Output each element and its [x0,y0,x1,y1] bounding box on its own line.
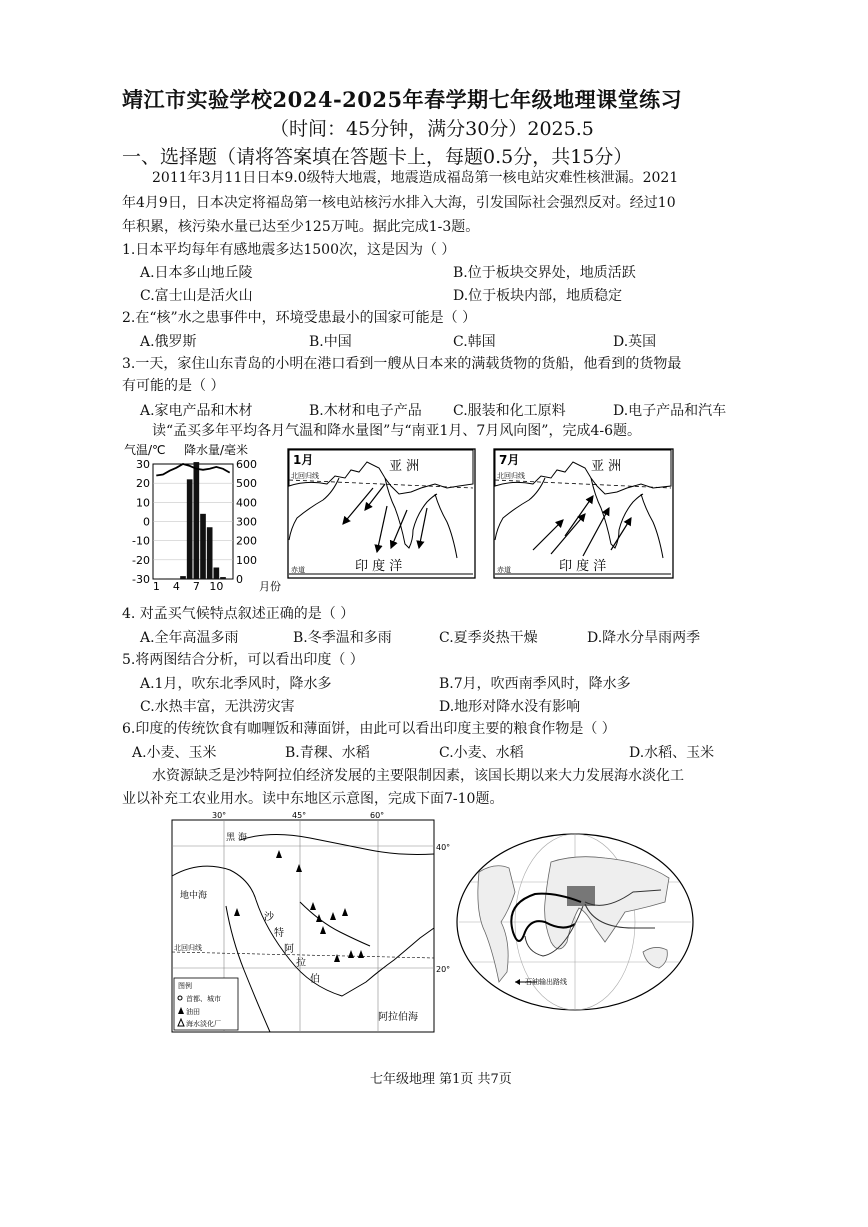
jul-asia-label: 亚 洲 [591,459,622,474]
precip-bar-7 [194,462,200,579]
passage1-line2: 年4月9日，日本决定将福岛第一核电站核污水排入大海，引发国际社会强烈反对。经过10 [122,195,676,211]
saudi-char3: 阿 [284,944,294,955]
section-heading: 一、选择题（请将答案填在答题卡上，每题0.5分，共15分） [122,146,633,168]
temp-tick-label: -10 [132,534,150,548]
temp-tick-label: 20 [136,477,150,491]
q4-option-d[interactable]: D.降水分旱雨两季 [587,630,701,646]
temp-tick-label: 0 [143,515,150,529]
saudi-char4: 拉 [296,958,306,969]
q5-stem: 5.将两图结合分析，可以看出印度（ ） [122,652,364,668]
legend-desalination: 海水淡化厂 [186,1020,221,1028]
mediterranean-label: 地中海 [180,891,208,901]
q1-option-c[interactable]: C.富士山是活火山 [140,288,253,304]
passage3-line1: 水资源缺乏是沙特阿拉伯经济发展的主要限制因素，该国长期以来大力发展海水淡化工 [152,768,684,784]
legend-title: 图例 [178,982,192,990]
q2-option-b[interactable]: B.中国 [309,334,352,350]
q6-option-c[interactable]: C.小麦、水稻 [439,745,524,761]
jul-tropic-label: 北回归线 [497,472,525,480]
precip-bar-11 [220,577,226,579]
q5-option-b[interactable]: B.7月，吹西南季风时，降水多 [439,676,631,692]
precip-axis-label: 降水量/毫米 [184,443,249,457]
arabian-sea-label: 阿拉伯海 [378,1012,418,1023]
q5-option-d[interactable]: D.地形对降水没有影响 [439,699,581,715]
q3-option-b[interactable]: B.木材和电子产品 [309,403,422,419]
jan-tropic-label: 北回归线 [291,472,319,480]
precip-bar-10 [214,568,220,580]
passage1-line1: 2011年3月11日日本9.0级特大地震，地震造成福岛第一核电站灾难性核泄漏。2021 [152,170,679,186]
jan-month-label: 1月 [293,453,314,467]
lat20-label: 20° [436,965,451,974]
jul-ocean-label: 印 度 洋 [559,559,607,574]
legend-oilfield: 油田 [186,1008,200,1016]
q2-stem: 2.在“核”水之患事件中，环境受患最小的国家可能是（ ） [122,310,477,326]
q6-stem: 6.印度的传统饮食有咖喱饭和薄面饼，由此可以看出印度主要的粮食作物是（ ） [122,721,616,737]
q2-option-c[interactable]: C.韩国 [453,334,496,350]
precip-bar-5 [180,576,186,579]
q3-stem-line1: 3.一天，家住山东青岛的小明在港口看到一艘从日本来的满载货物的货船，他看到的货物最 [122,356,682,372]
q1-stem: 1.日本平均每年有感地震多达1500次，这是因为（ ） [122,242,456,258]
precip-bar-8 [200,514,206,579]
middle-east-map [170,810,451,1038]
q1-option-b[interactable]: B.位于板块交界处，地质活跃 [453,265,636,281]
me-tropic-label: 北回归线 [174,944,202,952]
temp-tick-label: -20 [132,553,150,567]
precip-tick-label: 400 [236,496,257,510]
q1-option-d[interactable]: D.位于板块内部，地质稳定 [453,288,623,304]
month-tick-label: 10 [209,580,224,593]
q4-stem: 4. 对孟买气候特点叙述正确的是（ ） [122,606,355,622]
precip-tick-label: 500 [236,477,257,491]
q4-option-a[interactable]: A.全年高温多雨 [140,630,239,646]
exam-subtitle: （时间：45分钟，满分30分）2025.5 [270,118,594,140]
precip-tick-label: 200 [236,534,257,548]
saudi-char5: 伯 [310,974,320,985]
precip-tick-label: 600 [236,458,257,471]
jan-equator-label: 赤道 [291,566,305,574]
q6-option-b[interactable]: B.青稞、水稻 [285,745,370,761]
jan-ocean-label: 印 度 洋 [355,559,403,574]
passage2-line1: 读“孟买多年平均各月气温和降水量图”与“南亚1月、7月风向图”，完成4-6题。 [152,423,641,439]
q3-stem-line2: 有可能的是（ ） [122,378,225,394]
exam-title: 靖江市实验学校2024-2025年春学期七年级地理课堂练习 [122,87,683,112]
q2-option-d[interactable]: D.英国 [613,334,657,350]
saudi-char1: 沙 [264,912,274,923]
middle-east-highlight [567,886,595,906]
jan-asia-label: 亚 洲 [389,459,420,474]
precip-tick-label: 0 [236,573,243,586]
q5-option-c[interactable]: C.水热丰富，无洪涝灾害 [140,699,295,715]
q3-option-c[interactable]: C.服装和化工原料 [453,403,566,419]
temp-tick-label: -30 [132,573,150,586]
climate-chart [122,440,282,593]
black-sea-label: 黑 海 [226,833,247,843]
q6-option-a[interactable]: A.小麦、玉米 [132,745,217,761]
q3-option-d[interactable]: D.电子产品和汽车 [613,403,727,419]
lon30-label: 30° [212,811,227,820]
jul-month-label: 7月 [499,453,520,467]
precip-bar-9 [207,527,213,579]
temp-tick-label: 10 [136,496,150,510]
q1-option-a[interactable]: A.日本多山地丘陵 [140,265,253,281]
lon45-label: 45° [292,811,307,820]
q4-option-c[interactable]: C.夏季炎热干燥 [439,630,538,646]
precip-tick-label: 100 [236,553,257,567]
south-asia-july-map [493,448,675,580]
passage1-line3: 年积累，核污染水量已达至少125万吨。据此完成1-3题。 [122,219,480,235]
legend-city: 首都、城市 [186,995,221,1003]
month-tick-label: 7 [192,580,200,593]
q3-option-a[interactable]: A.家电产品和木材 [140,403,253,419]
q5-option-a[interactable]: A.1月，吹东北季风时，降水多 [140,676,332,692]
passage3-line2: 业以补充工农业用水。读中东地区示意图，完成下面7-10题。 [122,791,504,807]
month-tick-label: 4 [172,580,180,593]
q6-option-d[interactable]: D.水稻、玉米 [629,745,715,761]
q4-option-b[interactable]: B.冬季温和多雨 [293,630,392,646]
saudi-char2: 特 [274,928,284,939]
south-asia-january-map [287,448,477,580]
lon60-label: 60° [370,811,385,820]
world-oil-route-map [455,832,695,1012]
month-tick-label: 1 [152,580,160,593]
jul-equator-label: 赤道 [497,566,511,574]
page-footer: 七年级地理 第1页 共7页 [370,1072,512,1087]
precip-tick-label: 300 [236,515,257,529]
precip-bar-6 [187,479,193,579]
oil-route-legend-label: 石油输出路线 [525,978,567,986]
x-unit-label: 月份 [259,580,281,593]
temp-tick-label: 30 [136,458,150,471]
q2-option-a[interactable]: A.俄罗斯 [140,334,197,350]
temp-axis-label: 气温/℃ [124,443,166,457]
lat40-label: 40° [436,843,451,852]
